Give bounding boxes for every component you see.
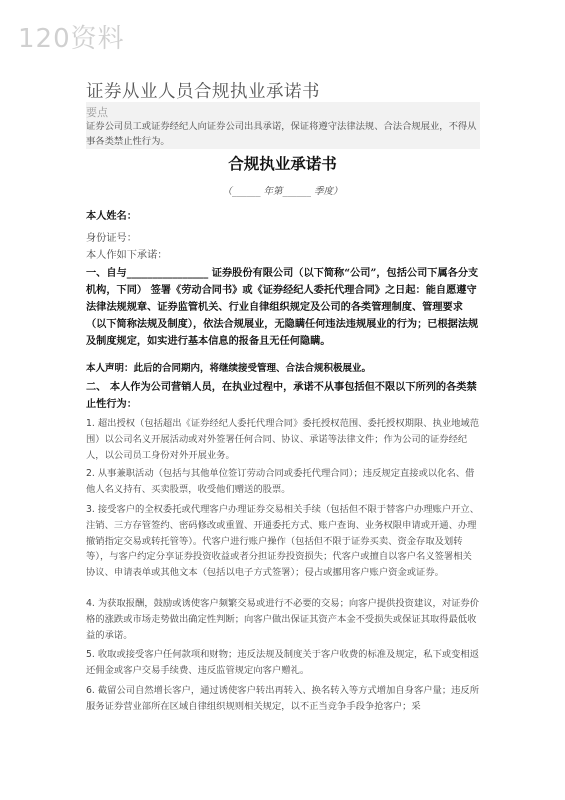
item-number: 3. — [86, 504, 95, 515]
name-label: 本人姓名： — [86, 210, 137, 222]
document-title: 合规执业承诺书 — [228, 154, 337, 173]
declaration: 本人声明：此后的合同期内，将继续接受管理、合法合规积极展业。 — [86, 363, 372, 374]
list-item — [86, 647, 480, 679]
list-item — [86, 502, 480, 581]
list-item — [86, 596, 480, 643]
item-number: 4. — [86, 598, 95, 609]
item-number: 1. — [86, 418, 95, 429]
section-two: 二、 本人作为公司营销人员，在执业过程中，承诺不从事包括但不限以下所列的各类禁止性行为： — [86, 381, 477, 410]
watermark: 120资料 — [18, 24, 125, 54]
item-text: 接受客户的全权委托或代理客户办理证券交易相关手续（包括但不限于替客户办理账户开立、注销、三方存管签约、密码修改或重置、开通委托方式、账户查询、业务权限申请或开通、办理撤销指定交易或转托管等）。代客户进行账户操作（包括但不限于证券买卖、资金存取及划转等），与客户约定分享证券投资收益或者分担证券投资损失；代客户或擅自以客户名义签署相关协议、申请表单或其他文本（包括以电子方式签署）；侵占或挪用客户账户资金或证券。 — [86, 504, 480, 579]
summary-label: 要点 — [86, 106, 108, 119]
intro-text: 本人作如下承诺： — [86, 250, 168, 261]
item-number: 2. — [86, 468, 95, 479]
item-text: 从事兼职活动（包括与其他单位签订劳动合同或委托代理合同）；违反规定直接或以化名、借他人名义持有、买卖股票，收受他们赠送的股票。 — [86, 468, 475, 495]
id-label: 身份证号： — [86, 233, 137, 244]
item-text: 收取或接受客户任何款项和财物；违反法规及制度关于客户收费的标准及规定，私下或变相返还佣金或客户交易手续费、违反监管规定向客户赠礼。 — [86, 649, 480, 676]
item-text: 为获取报酬，鼓励或诱使客户频繁交易或进行不必要的交易；向客户提供投资建议，对证券价格的涨跌或市场走势做出确定性判断；向客户做出保证其资产本金不受损失或保证其取得最低收益的承诺。 — [86, 598, 480, 641]
summary-text: 证券公司员工或证券经纪人向证券公司出具承诺，保证将遵守法律法规、合法合规展业，不得从事各类禁止性行为。 — [86, 121, 477, 147]
list-item — [86, 466, 480, 498]
period-line: （______ 年第______ 季度） — [222, 186, 343, 197]
item-number: 5. — [86, 649, 95, 660]
list-item — [86, 683, 480, 715]
item-number: 6. — [86, 685, 95, 696]
section-one: 一、自与________________ 证券股份有限公司（以下简称“公司”，包括公司下属各分支机构，下同） 签署《劳动合同书》或《证券经纪人委托代理合同》之日起：能自愿遵守法律法规规章、证券监管机关、行业自律组织规定及公司的各类管理制度、管理要求（以下简称法规及制度），依法合规展业，无隐瞒任何违法违规展业的行为；已根据法规及制度规定，如实进行基本信息的报备且无任何隐瞒。 — [86, 267, 479, 347]
item-text: 截留公司自然增长客户，通过诱使客户转出再转入、换名转入等方式增加自身客户量；违反所服务证券营业部所在区域自律组织规则相关规定，以不正当竞争手段争抢客户；采 — [86, 685, 480, 712]
list-item — [86, 416, 480, 463]
page-title: 证券从业人员合规执业承诺书 — [86, 82, 320, 102]
item-text: 超出授权（包括超出《证券经纪人委托代理合同》委托授权范围、委托授权期限、执业地域范围）以公司名义开展活动或对外签署任何合同、协议、承诺等法律文件；作为公司的证券经纪人，以公司员工身份对外开展业务。 — [86, 418, 480, 461]
